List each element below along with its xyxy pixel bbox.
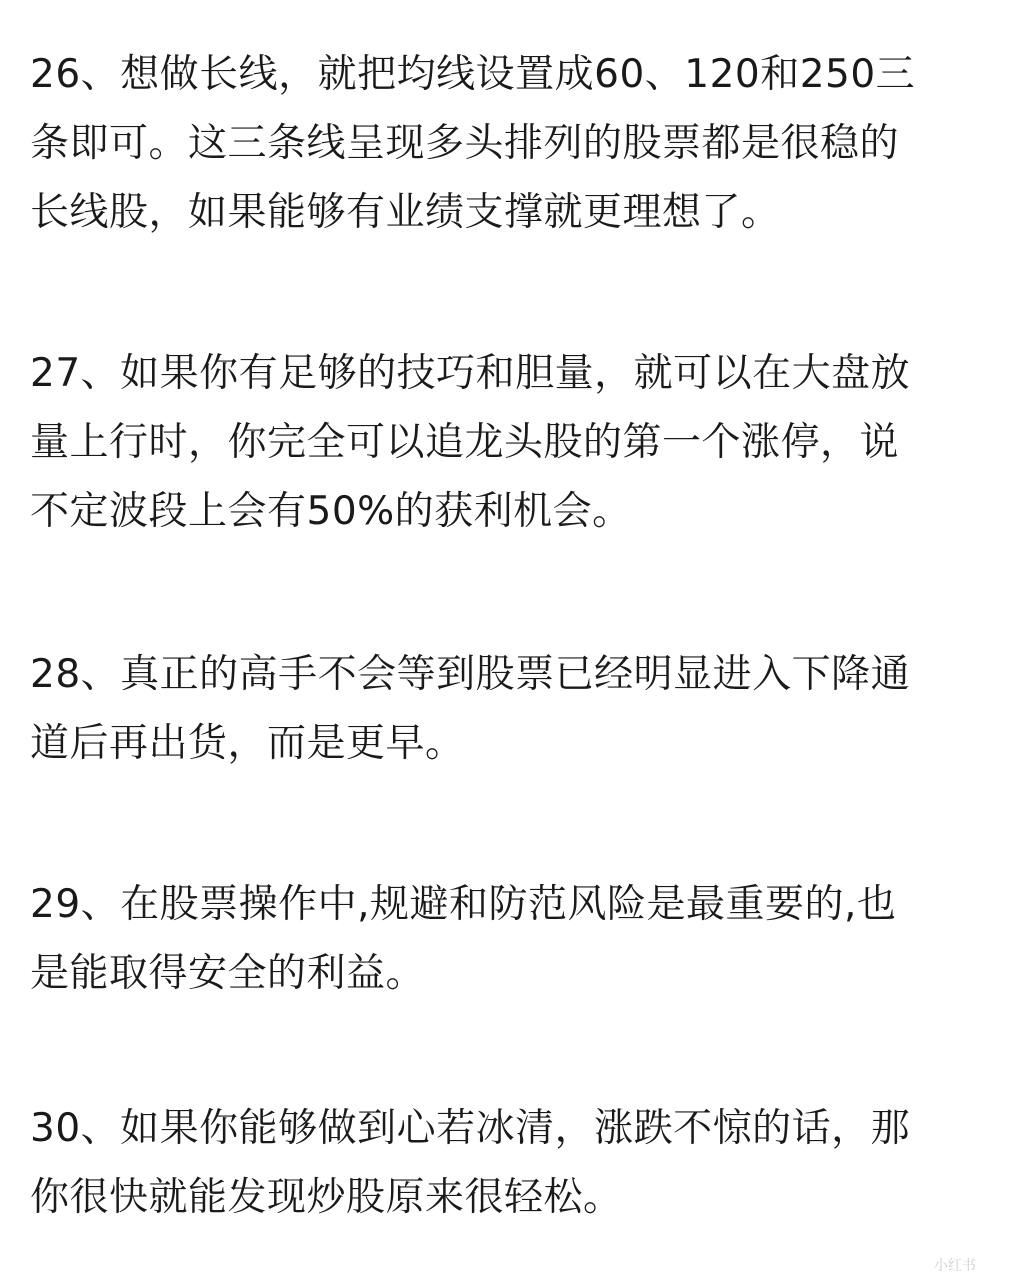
paragraph-line: 26、想做长线，就把均线设置成60、120和250三 [30, 52, 916, 97]
paragraph-line: 30、如果你能够做到心若冰清，涨跌不惊的话，那 [30, 1106, 911, 1151]
paragraph-number: 26、 [30, 52, 121, 97]
paragraph-28 [30, 640, 995, 778]
paragraph-number: 30、 [30, 1106, 121, 1151]
paragraph-line: 不定波段上会有50%的获利机会。 [30, 489, 632, 534]
paragraph-line: 29、在股票操作中,规避和防范风险是最重要的,也 [30, 882, 897, 927]
paragraph-line: 量上行时，你完全可以追龙头股的第一个涨停，说 [30, 420, 900, 465]
paragraph-26 [30, 40, 995, 247]
paragraph-line: 28、真正的高手不会等到股票已经明显进入下降通 [30, 652, 911, 697]
paragraph-line: 道后再出货，而是更早。 [30, 721, 465, 766]
paragraph-27 [30, 339, 995, 546]
paragraph-number: 28、 [30, 652, 121, 697]
paragraph-line: 长线股，如果能够有业绩支撑就更理想了。 [30, 190, 781, 235]
paragraph-30 [30, 1094, 995, 1232]
paragraph-line: 条即可。这三条线呈现多头排列的股票都是很稳的 [30, 121, 900, 166]
paragraph-number: 29、 [30, 882, 121, 927]
paragraph-line: 27、如果你有足够的技巧和胆量，就可以在大盘放 [30, 351, 911, 396]
paragraph-29 [30, 870, 995, 1008]
paragraph-line: 你很快就能发现炒股原来很轻松。 [30, 1175, 623, 1220]
paragraph-number: 27、 [30, 351, 121, 396]
watermark: 小红书 [934, 1257, 976, 1273]
paragraph-line: 是能取得安全的利益。 [30, 951, 426, 996]
